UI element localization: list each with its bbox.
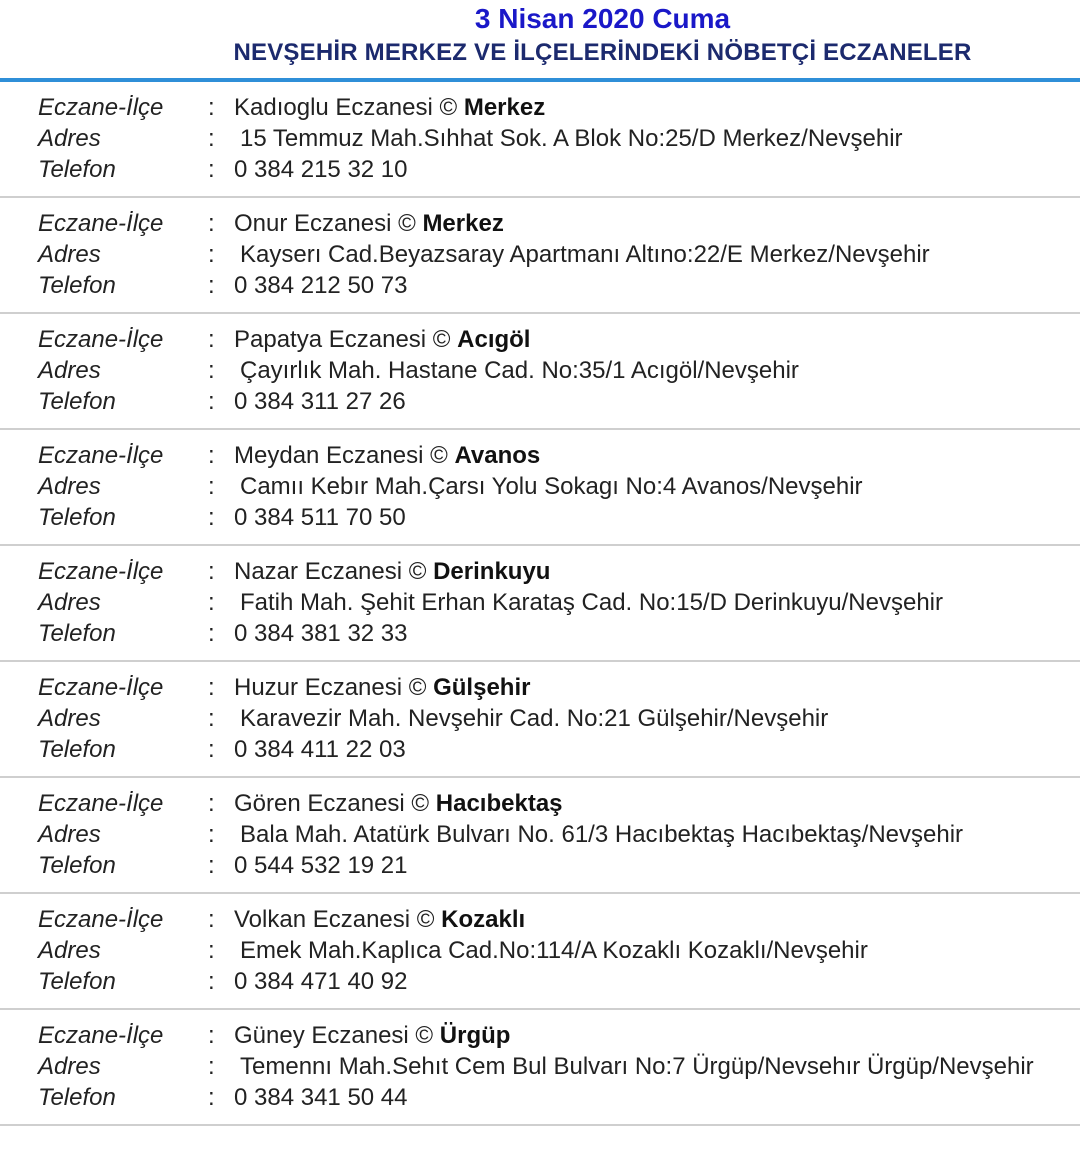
pharmacy-row	[0, 672, 1080, 703]
pharmacy-entry	[0, 82, 1080, 198]
phone-row	[0, 154, 1080, 185]
pharmacy-phone: 0 384 471 40 92	[234, 968, 408, 995]
phone-label: Telefon	[38, 968, 116, 995]
pharmacy-address: Fatih Mah. Şehit Erhan Karataş Cad. No:15/D Derinkuyu/Nevşehir	[240, 589, 943, 616]
pharmacy-address: Karavezir Mah. Nevşehir Cad. No:21 Gülşehir/Nevşehir	[240, 705, 829, 732]
pharmacy-address: Çayırlık Mah. Hastane Cad. No:35/1 Acıgöl/Nevşehir	[240, 357, 799, 384]
phone-row	[0, 386, 1080, 417]
separator: :	[208, 94, 215, 121]
separator: :	[208, 125, 215, 152]
address-label: Adres	[38, 937, 101, 964]
pharmacy-row	[0, 1020, 1080, 1051]
address-row	[0, 471, 1080, 502]
pharmacy-label: Eczane-İlçe	[38, 442, 164, 469]
separator: :	[208, 156, 215, 183]
pharmacy-district: Ürgüp	[439, 1022, 511, 1049]
pharmacy-address: Emek Mah.Kaplıca Cad.No:114/A Kozaklı Kozaklı/Nevşehir	[240, 937, 868, 964]
pharmacy-phone: 0 384 411 22 03	[234, 736, 406, 763]
address-row	[0, 935, 1080, 966]
page-header	[0, 0, 1080, 82]
pharmacy-entry	[0, 662, 1080, 778]
pharmacy-address: Camıı Kebır Mah.Çarsı Yolu Sokagı No:4 Avanos/Nevşehir	[240, 473, 863, 500]
pharmacy-district: Acıgöl	[457, 326, 531, 353]
pharmacy-phone: 0 544 532 19 21	[234, 852, 408, 879]
phone-label: Telefon	[38, 156, 116, 183]
phone-label: Telefon	[38, 620, 116, 647]
header-title: NEVŞEHİR MERKEZ VE İLÇELERİNDEKİ NÖBETÇİ ECZANELER	[233, 39, 972, 66]
pharmacy-name-line	[234, 672, 530, 703]
address-row	[0, 703, 1080, 734]
pharmacy-phone: 0 384 341 50 44	[234, 1084, 408, 1111]
pharmacy-address: 15 Temmuz Mah.Sıhhat Sok. A Blok No:25/D Merkez/Nevşehir	[240, 125, 903, 152]
separator: :	[208, 1022, 215, 1049]
phone-row	[0, 1082, 1080, 1113]
address-label: Adres	[38, 705, 101, 732]
pharmacy-name: Nazar Eczanesi ©	[234, 558, 434, 585]
separator: :	[208, 821, 215, 848]
separator: :	[208, 357, 215, 384]
pharmacy-row	[0, 92, 1080, 123]
pharmacy-name-line	[234, 788, 563, 819]
pharmacy-phone: 0 384 381 32 33	[234, 620, 408, 647]
separator: :	[208, 906, 215, 933]
pharmacy-name: Güney Eczanesi ©	[234, 1022, 440, 1049]
phone-row	[0, 850, 1080, 881]
pharmacy-row	[0, 440, 1080, 471]
pharmacy-phone: 0 384 212 50 73	[234, 272, 408, 299]
pharmacy-phone: 0 384 311 27 26	[234, 388, 406, 415]
pharmacy-row	[0, 208, 1080, 239]
address-label: Adres	[38, 589, 101, 616]
pharmacy-name: Huzur Eczanesi ©	[234, 674, 434, 701]
address-label: Adres	[38, 125, 101, 152]
pharmacy-label: Eczane-İlçe	[38, 210, 164, 237]
separator: :	[208, 388, 215, 415]
address-row	[0, 123, 1080, 154]
separator: :	[208, 210, 215, 237]
phone-row	[0, 966, 1080, 997]
pharmacy-label: Eczane-İlçe	[38, 558, 164, 585]
pharmacy-row	[0, 788, 1080, 819]
phone-label: Telefon	[38, 272, 116, 299]
address-label: Adres	[38, 241, 101, 268]
separator: :	[208, 241, 215, 268]
pharmacy-label: Eczane-İlçe	[38, 674, 164, 701]
phone-row	[0, 270, 1080, 301]
pharmacy-name-line	[234, 556, 550, 587]
pharmacy-list	[0, 82, 1080, 1126]
address-label: Adres	[38, 357, 101, 384]
address-label: Adres	[38, 1053, 101, 1080]
pharmacy-entry	[0, 778, 1080, 894]
separator: :	[208, 736, 215, 763]
separator: :	[208, 589, 215, 616]
pharmacy-name: Papatya Eczanesi ©	[234, 326, 458, 353]
address-row	[0, 1051, 1080, 1082]
pharmacy-name-line	[234, 904, 525, 935]
pharmacy-name-line	[234, 324, 530, 355]
address-row	[0, 355, 1080, 386]
separator: :	[208, 326, 215, 353]
separator: :	[208, 1053, 215, 1080]
pharmacy-name: Kadıoglu Eczanesi ©	[234, 94, 464, 121]
separator: :	[208, 1084, 215, 1111]
phone-label: Telefon	[38, 504, 116, 531]
separator: :	[208, 937, 215, 964]
phone-row	[0, 618, 1080, 649]
pharmacy-district: Merkez	[422, 210, 504, 237]
pharmacy-row	[0, 556, 1080, 587]
separator: :	[208, 473, 215, 500]
separator: :	[208, 442, 215, 469]
address-label: Adres	[38, 473, 101, 500]
phone-label: Telefon	[38, 388, 116, 415]
separator: :	[208, 674, 215, 701]
pharmacy-entry	[0, 198, 1080, 314]
pharmacy-district: Hacıbektaş	[435, 790, 563, 817]
pharmacy-entry	[0, 546, 1080, 662]
pharmacy-district: Avanos	[454, 442, 541, 469]
pharmacy-label: Eczane-İlçe	[38, 906, 164, 933]
phone-row	[0, 502, 1080, 533]
pharmacy-phone: 0 384 215 32 10	[234, 156, 408, 183]
phone-label: Telefon	[38, 1084, 116, 1111]
header-date: 3 Nisan 2020 Cuma	[474, 3, 731, 34]
pharmacy-phone: 0 384 511 70 50	[234, 504, 406, 531]
separator: :	[208, 620, 215, 647]
pharmacy-name-line	[234, 92, 545, 123]
pharmacy-row	[0, 904, 1080, 935]
address-row	[0, 587, 1080, 618]
pharmacy-district: Kozaklı	[441, 906, 526, 933]
pharmacy-address: Temennı Mah.Sehıt Cem Bul Bulvarı No:7 Ürgüp/Nevsehır Ürgüp/Nevşehir	[240, 1053, 1034, 1080]
separator: :	[208, 705, 215, 732]
pharmacy-entry	[0, 430, 1080, 546]
pharmacy-name: Onur Eczanesi ©	[234, 210, 423, 237]
separator: :	[208, 504, 215, 531]
pharmacy-row	[0, 324, 1080, 355]
separator: :	[208, 852, 215, 879]
pharmacy-entry	[0, 894, 1080, 1010]
phone-label: Telefon	[38, 852, 116, 879]
pharmacy-district: Gülşehir	[433, 674, 531, 701]
pharmacy-label: Eczane-İlçe	[38, 94, 164, 121]
pharmacy-name-line	[234, 1020, 510, 1051]
pharmacy-entry	[0, 314, 1080, 430]
pharmacy-label: Eczane-İlçe	[38, 326, 164, 353]
pharmacy-label: Eczane-İlçe	[38, 790, 164, 817]
pharmacy-address: Kayserı Cad.Beyazsaray Apartmanı Altıno:22/E Merkez/Nevşehir	[240, 241, 930, 268]
pharmacy-name-line	[234, 208, 504, 239]
address-row	[0, 239, 1080, 270]
phone-label: Telefon	[38, 736, 116, 763]
pharmacy-district: Derinkuyu	[433, 558, 551, 585]
pharmacy-address: Bala Mah. Atatürk Bulvarı No. 61/3 Hacıbektaş Hacıbektaş/Nevşehir	[240, 821, 964, 848]
pharmacy-name: Gören Eczanesi ©	[234, 790, 436, 817]
address-label: Adres	[38, 821, 101, 848]
pharmacy-name-line	[234, 440, 540, 471]
pharmacy-name: Meydan Eczanesi ©	[234, 442, 455, 469]
separator: :	[208, 968, 215, 995]
pharmacy-name: Volkan Eczanesi ©	[234, 906, 442, 933]
separator: :	[208, 272, 215, 299]
separator: :	[208, 558, 215, 585]
pharmacy-label: Eczane-İlçe	[38, 1022, 164, 1049]
pharmacy-entry	[0, 1010, 1080, 1126]
separator: :	[208, 790, 215, 817]
pharmacy-district: Merkez	[463, 94, 546, 121]
phone-row	[0, 734, 1080, 765]
address-row	[0, 819, 1080, 850]
